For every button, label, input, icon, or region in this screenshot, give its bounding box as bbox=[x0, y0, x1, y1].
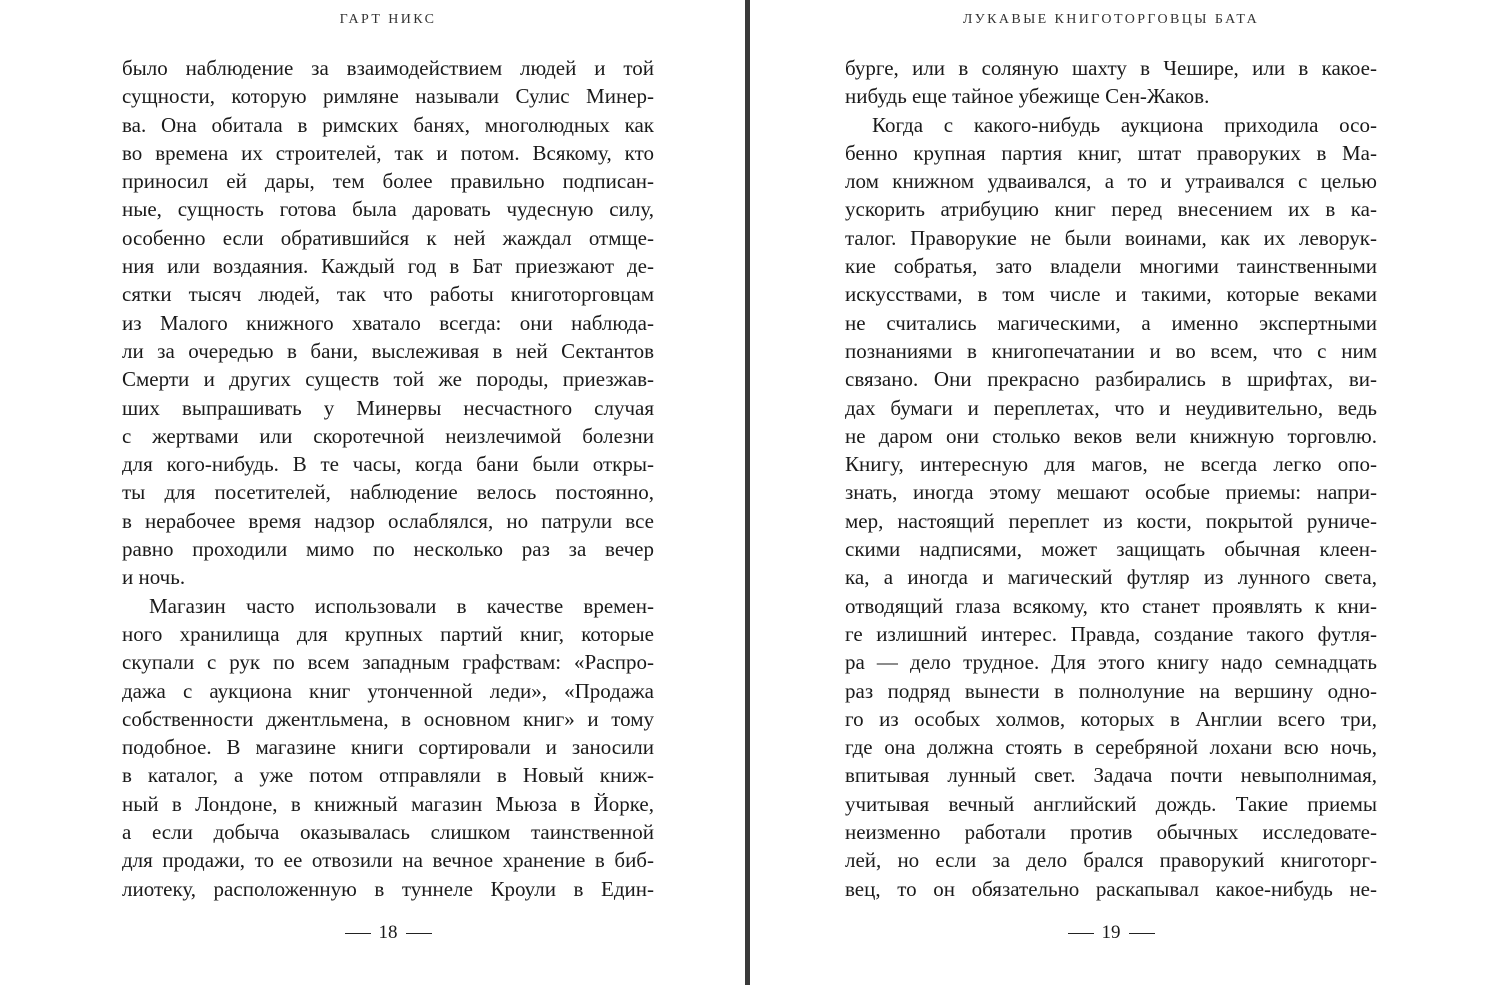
text-line: с жертвами или скоротечной неизлечимой болезни bbox=[122, 423, 654, 448]
text-line: ших выпрашивать у Минервы несчастного случая bbox=[122, 395, 654, 420]
text-line: ра — дело трудное. Для этого книгу надо семнадцать bbox=[845, 650, 1377, 675]
text-line: дах бумаги и переплетах, что и неудивительно, ведь bbox=[845, 395, 1377, 420]
text-line: во времена их строителей, так и потом. Всякому, кто bbox=[122, 140, 654, 165]
text-line: Когда с какого-нибудь аукциона приходила осо- bbox=[872, 112, 1377, 137]
left-page bbox=[122, 0, 654, 985]
text-line: вец, то он обязательно раскапывал какое-нибудь не- bbox=[845, 876, 1377, 901]
text-line: ты для посетителей, наблюдение велось постоянно, bbox=[122, 480, 654, 505]
text-line: для кого-нибудь. В те часы, когда бани были откры- bbox=[122, 452, 654, 477]
text-line: в каталог, а уже потом отправляли в Новый книж- bbox=[122, 763, 654, 788]
text-line: бурге, или в соляную шахту в Чешире, или в какое- bbox=[845, 56, 1377, 80]
text-line: из Малого книжного хватало всегда: они наблюда- bbox=[122, 310, 654, 335]
text-line: бенно крупная партия книг, штат праворуких в Ма- bbox=[845, 140, 1377, 165]
folio-dash bbox=[406, 933, 432, 934]
running-head-author: ГАРТ НИКС bbox=[339, 12, 437, 27]
text-line: для продажи, то ее отвозили на вечное хранение в биб- bbox=[122, 848, 654, 873]
text-line: ва. Она обитала в римских банях, многолюдных как bbox=[122, 112, 654, 137]
text-line: Смерти и других существ той же породы, приезжав- bbox=[122, 367, 654, 392]
text-line: впитывая лунный свет. Задача почти невыполнимая, bbox=[845, 763, 1377, 788]
text-line: сущности, которую римляне называли Сулис Минер- bbox=[122, 84, 654, 109]
text-line: и ночь. bbox=[122, 565, 186, 590]
text-line: было наблюдение за взаимодействием людей и той bbox=[122, 56, 654, 80]
folio-dash bbox=[345, 933, 371, 934]
text-line: ге излишний интерес. Правда, создание такого футля- bbox=[845, 621, 1377, 646]
right-page-text bbox=[845, 54, 1377, 903]
text-line: равно проходили мимо по несколько раз за вечер bbox=[122, 537, 654, 562]
text-line: подобное. В магазине книги сортировали и заносили bbox=[122, 735, 654, 760]
text-line: кие собратья, зато владели многими таинственными bbox=[845, 254, 1377, 279]
text-line: искусствами, в том числе и такими, которые веками bbox=[845, 282, 1377, 307]
text-line: ка, а иногда и магический футляр из лунного света, bbox=[845, 565, 1377, 590]
text-line: сятки тысяч людей, так что работы книготорговцам bbox=[122, 282, 654, 307]
text-line: лиотеку, расположенную в туннеле Кроули в Един- bbox=[122, 876, 654, 901]
page-number-right-value: 19 bbox=[1101, 922, 1121, 943]
text-line: познаниями в книгопечатании и во всем, что с ним bbox=[845, 338, 1377, 363]
text-line: лом книжном удваивался, а то и утраивался с целью bbox=[845, 169, 1377, 194]
text-line: где она должна стоять в серебряной лохани всю ночь, bbox=[845, 735, 1377, 760]
text-line: отводящий глаза всякому, кто станет проявлять к кни- bbox=[845, 593, 1377, 618]
text-line: го из особых холмов, которых в Англии всего три, bbox=[845, 706, 1377, 731]
text-line: раз подряд вынести в полнолуние на вершину одно- bbox=[845, 678, 1377, 703]
text-line: Книгу, интересную для магов, не всегда легко опо- bbox=[845, 452, 1377, 477]
text-line: дажа с аукциона книг утонченной леди», «Продажа bbox=[122, 678, 654, 703]
text-line: ния или воздаяния. Каждый год в Бат приезжают де- bbox=[122, 254, 654, 279]
text-line: не считались магическими, а именно экспертными bbox=[845, 310, 1377, 335]
text-line: ный в Лондоне, в книжный магазин Мьюза в Йорке, bbox=[122, 791, 654, 816]
text-line: лей, но если за дело брался праворукий книготорг- bbox=[845, 848, 1377, 873]
text-line: ускорить атрибуцию книг перед внесением их в ка- bbox=[845, 197, 1377, 222]
page-number-left-value: 18 bbox=[378, 922, 398, 943]
text-line: ли за очередью в бани, выслеживая в ней Сектантов bbox=[122, 338, 654, 363]
folio-dash bbox=[1068, 933, 1094, 934]
text-line: особенно если обратившийся к ней жаждал отмще- bbox=[122, 225, 654, 250]
text-line: собственности джентльмена, в основном книг» и тому bbox=[122, 706, 654, 731]
left-page-text bbox=[122, 54, 654, 903]
page-number-right bbox=[845, 922, 1377, 944]
gutter-divider bbox=[745, 0, 750, 985]
text-line: нибудь еще тайное убежище Сен-Жаков. bbox=[845, 84, 1210, 109]
text-line: ного хранилища для крупных партий книг, которые bbox=[122, 621, 654, 646]
text-line: Магазин часто использовали в качестве времен- bbox=[149, 593, 654, 618]
folio-dash bbox=[1129, 933, 1155, 934]
text-line: талог. Праворукие не были воинами, как их леворук- bbox=[845, 225, 1377, 250]
text-line: не даром они столько веков вели книжную торговлю. bbox=[845, 423, 1377, 448]
text-line: приносил ей дары, тем более правильно подписан- bbox=[122, 169, 654, 194]
text-line: мер, настоящий переплет из кости, покрытой руниче- bbox=[845, 508, 1377, 533]
text-line: скими надписями, может защищать обычная клеен- bbox=[845, 537, 1377, 562]
text-line: учитывая вечный английский дождь. Такие приемы bbox=[845, 791, 1377, 816]
text-line: скупали с рук по всем западным графствам: «Распро- bbox=[122, 650, 654, 675]
text-line: а если добыча оказывалась слишком таинственной bbox=[122, 820, 654, 845]
text-line: знать, иногда этому мешают особые приемы: напри- bbox=[845, 480, 1377, 505]
text-line: ные, сущность готова была даровать чудесную силу, bbox=[122, 197, 654, 222]
right-page bbox=[845, 0, 1377, 985]
page-number-left bbox=[122, 922, 654, 944]
text-line: неизменно работали против обычных исследовате- bbox=[845, 820, 1377, 845]
running-head-title: ЛУКАВЫЕ КНИГОТОРГОВЦЫ БАТА bbox=[962, 12, 1260, 27]
text-line: в нерабочее время надзор ослаблялся, но патрули все bbox=[122, 508, 654, 533]
text-line: связано. Они прекрасно разбирались в шрифтах, ви- bbox=[845, 367, 1377, 392]
